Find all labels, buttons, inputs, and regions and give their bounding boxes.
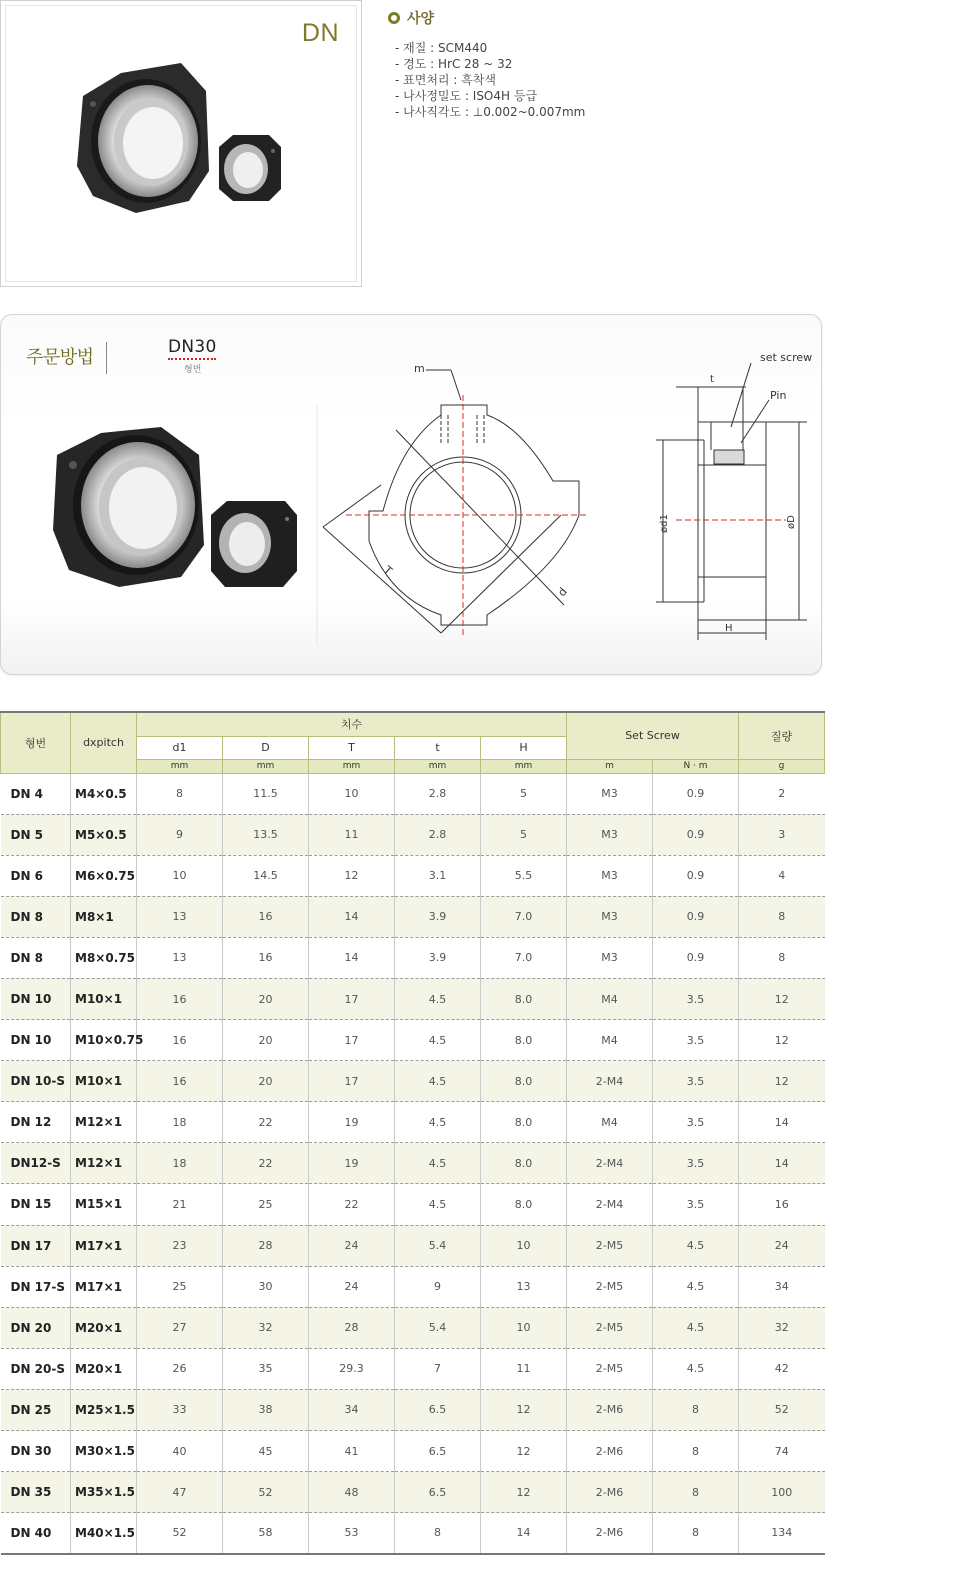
screw-m-cell: 2-M6 — [567, 1513, 653, 1554]
pitch-cell: M17×1 — [71, 1225, 137, 1266]
screw-m-cell: M3 — [567, 773, 653, 814]
unit-g: g — [739, 759, 825, 773]
header-set-screw: Set Screw — [567, 712, 739, 759]
t-cell: 2.8 — [395, 773, 481, 814]
table-row — [1, 1225, 825, 1266]
screw-nm-cell: 3.5 — [653, 1143, 739, 1184]
model-cell: DN 8 — [1, 937, 71, 978]
screw-nm-cell: 0.9 — [653, 814, 739, 855]
model-cell: DN 20 — [1, 1307, 71, 1348]
screw-m-cell: M3 — [567, 896, 653, 937]
screw-nm-cell: 3.5 — [653, 1102, 739, 1143]
model-cell: DN 5 — [1, 814, 71, 855]
d1-cell: 13 — [137, 896, 223, 937]
t-cell: 8 — [395, 1513, 481, 1554]
H-cell: 8.0 — [481, 1061, 567, 1102]
t-cell: 4.5 — [395, 978, 481, 1019]
weight-cell: 14 — [739, 1143, 825, 1184]
T-cell: 22 — [309, 1184, 395, 1225]
label-d: d — [555, 585, 570, 599]
t-cell: 4.5 — [395, 1020, 481, 1061]
screw-m-cell: M4 — [567, 1020, 653, 1061]
header-t: t — [395, 736, 481, 759]
weight-cell: 4 — [739, 855, 825, 896]
table-row — [1, 937, 825, 978]
screw-m-cell: M3 — [567, 937, 653, 978]
weight-cell: 12 — [739, 1020, 825, 1061]
pitch-cell: M4×0.5 — [71, 773, 137, 814]
order-method-title: 주문방법 — [26, 347, 94, 368]
screw-nm-cell: 4.5 — [653, 1307, 739, 1348]
header-pitch: dxpitch — [71, 712, 137, 773]
label-T: T — [381, 563, 395, 578]
screw-nm-cell: 8 — [653, 1389, 739, 1430]
D-cell: 35 — [223, 1348, 309, 1389]
screw-nm-cell: 8 — [653, 1431, 739, 1472]
t-cell: 7 — [395, 1348, 481, 1389]
spec-list — [395, 40, 808, 120]
T-cell: 17 — [309, 1061, 395, 1102]
label-t: t — [710, 374, 714, 385]
screw-nm-cell: 8 — [653, 1513, 739, 1554]
spec-title: 사양 — [407, 11, 435, 27]
t-cell: 3.1 — [395, 855, 481, 896]
spec-item: - 경도 : HrC 28 ~ 32 — [395, 57, 513, 71]
t-cell: 6.5 — [395, 1472, 481, 1513]
spec-item: - 나사정밀도 : ISO4H 등급 — [395, 89, 538, 103]
model-cell: DN 10 — [1, 978, 71, 1019]
model-cell: DN 40 — [1, 1513, 71, 1554]
unit-m: m — [567, 759, 653, 773]
d1-cell: 52 — [137, 1513, 223, 1554]
screw-m-cell: 2-M5 — [567, 1266, 653, 1307]
T-cell: 17 — [309, 978, 395, 1019]
unit-mm: mm — [137, 759, 223, 773]
t-cell: 4.5 — [395, 1061, 481, 1102]
H-cell: 5 — [481, 814, 567, 855]
model-cell: DN 12 — [1, 1102, 71, 1143]
weight-cell: 2 — [739, 773, 825, 814]
table-row — [1, 814, 825, 855]
screw-m-cell: M3 — [567, 814, 653, 855]
screw-m-cell: 2-M6 — [567, 1472, 653, 1513]
H-cell: 10 — [481, 1307, 567, 1348]
t-cell: 6.5 — [395, 1389, 481, 1430]
t-cell: 6.5 — [395, 1431, 481, 1472]
screw-nm-cell: 0.9 — [653, 773, 739, 814]
order-nut-photo — [53, 427, 297, 587]
model-cell: DN 20-S — [1, 1348, 71, 1389]
weight-cell: 14 — [739, 1102, 825, 1143]
table-row — [1, 1143, 825, 1184]
weight-cell: 74 — [739, 1431, 825, 1472]
large-nut-image — [77, 63, 209, 213]
screw-nm-cell: 3.5 — [653, 978, 739, 1019]
d1-cell: 16 — [137, 978, 223, 1019]
model-cell: DN12-S — [1, 1143, 71, 1184]
d1-cell: 47 — [137, 1472, 223, 1513]
pitch-cell: M25×1.5 — [71, 1389, 137, 1430]
screw-nm-cell: 3.5 — [653, 1020, 739, 1061]
product-model-label: DN — [301, 19, 339, 47]
weight-cell: 34 — [739, 1266, 825, 1307]
spec-item: - 재질 : SCM440 — [395, 41, 488, 55]
model-cell: DN 6 — [1, 855, 71, 896]
pitch-cell: M20×1 — [71, 1348, 137, 1389]
D-cell: 52 — [223, 1472, 309, 1513]
D-cell: 45 — [223, 1431, 309, 1472]
H-cell: 14 — [481, 1513, 567, 1554]
pitch-cell: M10×1 — [71, 978, 137, 1019]
T-cell: 53 — [309, 1513, 395, 1554]
H-cell: 5 — [481, 773, 567, 814]
label-H: H — [725, 623, 733, 634]
table-row — [1, 773, 825, 814]
H-cell: 8.0 — [481, 978, 567, 1019]
T-cell: 19 — [309, 1143, 395, 1184]
t-cell: 4.5 — [395, 1102, 481, 1143]
D-cell: 16 — [223, 896, 309, 937]
pitch-cell: M30×1.5 — [71, 1431, 137, 1472]
screw-m-cell: M3 — [567, 855, 653, 896]
weight-cell: 3 — [739, 814, 825, 855]
spec-section — [388, 8, 808, 120]
screw-m-cell: M4 — [567, 1102, 653, 1143]
weight-cell: 8 — [739, 937, 825, 978]
model-cell: DN 8 — [1, 896, 71, 937]
order-drawings — [1, 315, 823, 676]
header-model: 형번 — [1, 712, 71, 773]
order-method-card — [0, 314, 822, 675]
weight-cell: 32 — [739, 1307, 825, 1348]
d1-cell: 40 — [137, 1431, 223, 1472]
header-d1: d1 — [137, 736, 223, 759]
pitch-cell: M40×1.5 — [71, 1513, 137, 1554]
screw-nm-cell: 0.9 — [653, 937, 739, 978]
D-cell: 22 — [223, 1102, 309, 1143]
pitch-cell: M5×0.5 — [71, 814, 137, 855]
pitch-cell: M15×1 — [71, 1184, 137, 1225]
D-cell: 14.5 — [223, 855, 309, 896]
T-cell: 14 — [309, 896, 395, 937]
label-set-screw: set screw — [760, 351, 813, 364]
order-code: DN30 — [168, 337, 217, 357]
t-cell: 3.9 — [395, 896, 481, 937]
label-d1: ød1 — [659, 514, 670, 533]
pitch-cell: M8×1 — [71, 896, 137, 937]
weight-cell: 100 — [739, 1472, 825, 1513]
table-row — [1, 1061, 825, 1102]
D-cell: 38 — [223, 1389, 309, 1430]
spec-item: - 나사직각도 : ⊥0.002~0.007mm — [395, 105, 586, 119]
T-cell: 28 — [309, 1307, 395, 1348]
weight-cell: 134 — [739, 1513, 825, 1554]
H-cell: 11 — [481, 1348, 567, 1389]
screw-m-cell: 2-M5 — [567, 1348, 653, 1389]
D-cell: 20 — [223, 1020, 309, 1061]
H-cell: 7.0 — [481, 896, 567, 937]
label-m: m — [414, 362, 425, 375]
table-body — [1, 773, 825, 1554]
table-row — [1, 1184, 825, 1225]
model-cell: DN 17-S — [1, 1266, 71, 1307]
pitch-cell: M35×1.5 — [71, 1472, 137, 1513]
D-cell: 30 — [223, 1266, 309, 1307]
D-cell: 58 — [223, 1513, 309, 1554]
d1-cell: 23 — [137, 1225, 223, 1266]
D-cell: 22 — [223, 1143, 309, 1184]
dimension-table — [0, 711, 825, 1555]
weight-cell: 52 — [739, 1389, 825, 1430]
D-cell: 28 — [223, 1225, 309, 1266]
weight-cell: 12 — [739, 978, 825, 1019]
t-cell: 5.4 — [395, 1307, 481, 1348]
header-dimensions: 치수 — [137, 712, 567, 736]
T-cell: 19 — [309, 1102, 395, 1143]
circle-bullet-icon — [388, 12, 400, 24]
screw-m-cell: 2-M4 — [567, 1184, 653, 1225]
product-photo-card — [0, 0, 362, 287]
label-D: øD — [786, 515, 797, 529]
pitch-cell: M12×1 — [71, 1143, 137, 1184]
model-cell: DN 35 — [1, 1472, 71, 1513]
D-cell: 13.5 — [223, 814, 309, 855]
d1-cell: 21 — [137, 1184, 223, 1225]
t-cell: 3.9 — [395, 937, 481, 978]
d1-cell: 27 — [137, 1307, 223, 1348]
D-cell: 25 — [223, 1184, 309, 1225]
pitch-cell: M6×0.75 — [71, 855, 137, 896]
model-cell: DN 30 — [1, 1431, 71, 1472]
unit-mm: mm — [309, 759, 395, 773]
model-cell: DN 25 — [1, 1389, 71, 1430]
table-row — [1, 1102, 825, 1143]
screw-m-cell: 2-M6 — [567, 1389, 653, 1430]
unit-mm: mm — [395, 759, 481, 773]
order-code-label: 형번 — [184, 365, 202, 375]
spec-heading — [388, 8, 808, 28]
H-cell: 8.0 — [481, 1102, 567, 1143]
weight-cell: 24 — [739, 1225, 825, 1266]
model-cell: DN 17 — [1, 1225, 71, 1266]
pitch-cell: M17×1 — [71, 1266, 137, 1307]
front-view-drawing — [323, 405, 579, 633]
pitch-cell: M20×1 — [71, 1307, 137, 1348]
H-cell: 12 — [481, 1389, 567, 1430]
screw-nm-cell: 3.5 — [653, 1184, 739, 1225]
T-cell: 34 — [309, 1389, 395, 1430]
weight-cell: 16 — [739, 1184, 825, 1225]
T-cell: 24 — [309, 1266, 395, 1307]
D-cell: 32 — [223, 1307, 309, 1348]
unit-mm: mm — [481, 759, 567, 773]
screw-nm-cell: 4.5 — [653, 1266, 739, 1307]
T-cell: 29.3 — [309, 1348, 395, 1389]
screw-m-cell: 2-M6 — [567, 1431, 653, 1472]
d1-cell: 26 — [137, 1348, 223, 1389]
small-nut-image — [219, 135, 281, 201]
H-cell: 7.0 — [481, 937, 567, 978]
weight-cell: 42 — [739, 1348, 825, 1389]
d1-cell: 25 — [137, 1266, 223, 1307]
table-row — [1, 1513, 825, 1554]
screw-nm-cell: 4.5 — [653, 1348, 739, 1389]
pitch-cell: M10×0.75 — [71, 1020, 137, 1061]
D-cell: 20 — [223, 1061, 309, 1102]
screw-nm-cell: 0.9 — [653, 855, 739, 896]
table-row — [1, 896, 825, 937]
H-cell: 12 — [481, 1431, 567, 1472]
header-T: T — [309, 736, 395, 759]
screw-m-cell: 2-M4 — [567, 1143, 653, 1184]
H-cell: 10 — [481, 1225, 567, 1266]
pitch-cell: M10×1 — [71, 1061, 137, 1102]
T-cell: 48 — [309, 1472, 395, 1513]
H-cell: 5.5 — [481, 855, 567, 896]
T-cell: 24 — [309, 1225, 395, 1266]
screw-m-cell: 2-M4 — [567, 1061, 653, 1102]
T-cell: 10 — [309, 773, 395, 814]
T-cell: 17 — [309, 1020, 395, 1061]
table-row — [1, 1020, 825, 1061]
unit-nm: N · m — [653, 759, 739, 773]
weight-cell: 12 — [739, 1061, 825, 1102]
H-cell: 13 — [481, 1266, 567, 1307]
H-cell: 8.0 — [481, 1184, 567, 1225]
header-D: D — [223, 736, 309, 759]
d1-cell: 13 — [137, 937, 223, 978]
d1-cell: 18 — [137, 1102, 223, 1143]
d1-cell: 18 — [137, 1143, 223, 1184]
T-cell: 12 — [309, 855, 395, 896]
d1-cell: 9 — [137, 814, 223, 855]
table-row — [1, 1389, 825, 1430]
H-cell: 8.0 — [481, 1020, 567, 1061]
pitch-cell: M12×1 — [71, 1102, 137, 1143]
t-cell: 2.8 — [395, 814, 481, 855]
table-row — [1, 1266, 825, 1307]
label-pin: Pin — [770, 389, 787, 402]
d1-cell: 16 — [137, 1061, 223, 1102]
table-row — [1, 1472, 825, 1513]
model-cell: DN 10 — [1, 1020, 71, 1061]
D-cell: 20 — [223, 978, 309, 1019]
D-cell: 11.5 — [223, 773, 309, 814]
screw-m-cell: 2-M5 — [567, 1307, 653, 1348]
table-row — [1, 1348, 825, 1389]
screw-m-cell: M4 — [567, 978, 653, 1019]
screw-nm-cell: 0.9 — [653, 896, 739, 937]
d1-cell: 33 — [137, 1389, 223, 1430]
screw-nm-cell: 3.5 — [653, 1061, 739, 1102]
t-cell: 4.5 — [395, 1184, 481, 1225]
pitch-cell: M8×0.75 — [71, 937, 137, 978]
table-row — [1, 978, 825, 1019]
H-cell: 8.0 — [481, 1143, 567, 1184]
d1-cell: 8 — [137, 773, 223, 814]
header-weight: 질량 — [739, 712, 825, 759]
D-cell: 16 — [223, 937, 309, 978]
unit-mm: mm — [223, 759, 309, 773]
model-cell: DN 10-S — [1, 1061, 71, 1102]
side-view-drawing — [656, 363, 807, 640]
T-cell: 41 — [309, 1431, 395, 1472]
model-cell: DN 15 — [1, 1184, 71, 1225]
screw-m-cell: 2-M5 — [567, 1225, 653, 1266]
screw-nm-cell: 8 — [653, 1472, 739, 1513]
table-row — [1, 855, 825, 896]
table-row — [1, 1307, 825, 1348]
T-cell: 14 — [309, 937, 395, 978]
d1-cell: 16 — [137, 1020, 223, 1061]
t-cell: 4.5 — [395, 1143, 481, 1184]
weight-cell: 8 — [739, 896, 825, 937]
H-cell: 12 — [481, 1472, 567, 1513]
header-H: H — [481, 736, 567, 759]
spec-item: - 표면처리 : 흑착색 — [395, 73, 496, 87]
table-row — [1, 1431, 825, 1472]
T-cell: 11 — [309, 814, 395, 855]
t-cell: 5.4 — [395, 1225, 481, 1266]
model-cell: DN 4 — [1, 773, 71, 814]
t-cell: 9 — [395, 1266, 481, 1307]
screw-nm-cell: 4.5 — [653, 1225, 739, 1266]
d1-cell: 10 — [137, 855, 223, 896]
